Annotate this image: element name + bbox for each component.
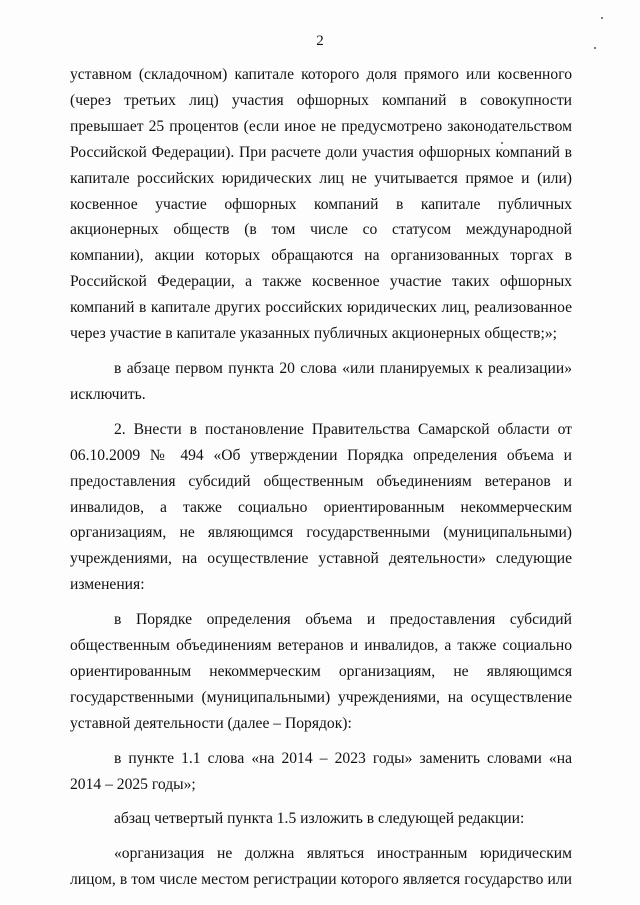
paragraph-point-1-5: абзац четвертый пункта 1.5 изложить в следующей редакции: <box>114 810 525 828</box>
paragraph-new-wording: «организация не должна являться иностранным юридическим лицом, в том числе местом регистрации которого является государство или <box>70 845 572 889</box>
page-number: 2 <box>316 33 324 49</box>
document-body <box>70 62 572 893</box>
scan-speck <box>594 47 596 49</box>
paragraph-procedure: в Порядке определения объема и предоставления субсидий общественным объединениям ветеранов и инвалидов, а также социально ориентированным некоммерческим организациям, не являющимся государственными (муниципальными) учреждениями, на осуществление уставной деятельности (далее – Порядок): <box>70 611 572 732</box>
scan-speck <box>601 17 603 19</box>
paragraph-point-1-1: в пункте 1.1 слова «на 2014 – 2023 годы» заменить словами «на 2014 – 2025 годы»; <box>70 749 572 793</box>
scan-speck <box>501 142 503 144</box>
paragraph-offshore-continuation: уставном (складочном) капитале которого доля прямого или косвенного (через третьих лиц) участия офшорных компаний в совокупности превышает 25 процентов (если иное не предусмотрено законодательством Российской Федерации). При расчете доли участия офшорных компаний в капитале российских юридических лиц не учитывается прямое и (или) косвенное участие офшорных компаний в капитале публичных акционерных обществ (в том числе со статусом международной компании), акции которых обращаются на организованных торгах в Российской Федерации, а также косвенное участие таких офшорных компаний в капитале других российских юридических лиц, реализованное через участие в капитале указанных публичных акционерных обществ;»; <box>70 66 572 343</box>
paragraph-amend-resolution-494: 2. Внести в постановление Правительства Самарской области от 06.10.2009 № 494 «Об утверждении Порядка определения объема и предоставления субсидий общественным объединениям ветеранов и инвалидов, а также социально ориентированным некоммерческим организациям, не являющимся государственными (муниципальными) учреждениями, на осуществление уставной деятельности» следующие изменения: <box>70 420 572 594</box>
paragraph-point-20: в абзаце первом пункта 20 слова «или планируемых к реализации» исключить. <box>70 359 572 403</box>
